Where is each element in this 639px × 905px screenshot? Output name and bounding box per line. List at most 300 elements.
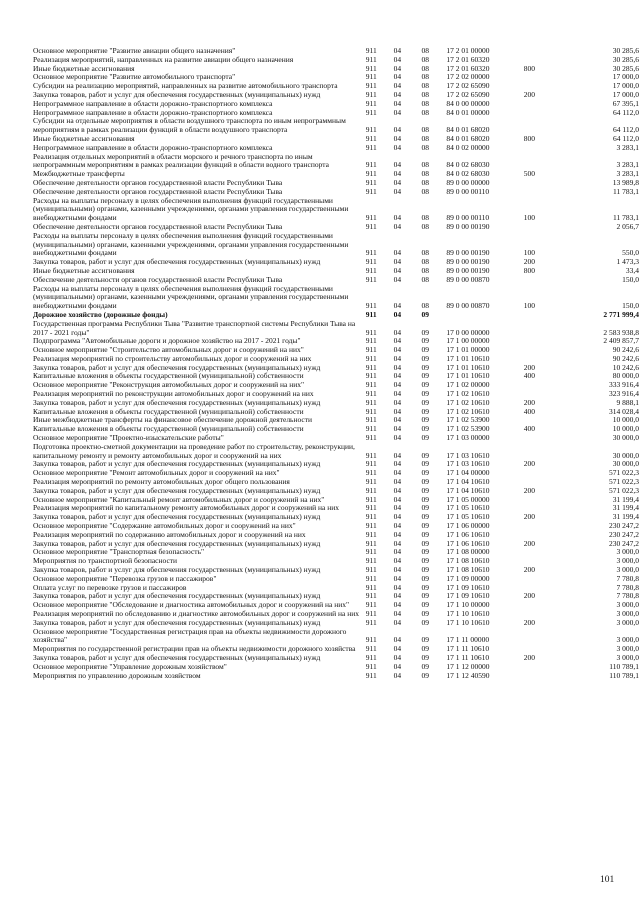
row-target-article: 89 0 00 00870 <box>446 301 490 311</box>
row-target-article: 17 1 12 40590 <box>446 670 490 680</box>
row-target-article: 84 0 00 00000 <box>446 98 490 108</box>
row-ministry-code: 911 <box>365 371 377 381</box>
row-ministry-code: 911 <box>365 582 377 592</box>
row-amount: 333 916,4 <box>609 380 639 390</box>
row-ministry-code: 911 <box>365 609 377 618</box>
row-target-article: 89 0 00 00190 <box>446 265 490 275</box>
table-row <box>0 672 639 681</box>
row-subsection-code: 09 <box>421 327 429 337</box>
row-ministry-code: 911 <box>365 652 377 662</box>
row-name: Реализация мероприятий по содержанию автомобильных дорог и сооружений на них <box>33 529 306 539</box>
row-ministry-code: 911 <box>365 415 377 425</box>
row-target-article: 84 0 01 00000 <box>446 107 490 117</box>
row-section-code: 04 <box>393 221 402 231</box>
row-ministry-code: 911 <box>365 477 377 487</box>
row-subsection-code: 09 <box>421 397 429 407</box>
table-row <box>0 285 639 311</box>
row-amount: 64 112,0 <box>613 125 639 135</box>
row-name: Субсидии на реализацию мероприятий, направленных на развитие автомобильного транспорта <box>33 81 338 91</box>
row-amount: 31 199,4 <box>612 503 639 513</box>
row-ministry-code: 911 <box>365 380 377 390</box>
row-section-code: 04 <box>393 538 402 548</box>
row-amount: 3 000,0 <box>616 635 639 645</box>
row-target-article: 17 1 08 00000 <box>446 547 490 557</box>
row-target-article: 17 2 01 60320 <box>446 63 490 73</box>
row-name: Закупка товаров, работ и услуг для обеспечения государственных (муниципальных) нужд <box>33 459 321 469</box>
row-subsection-code: 09 <box>421 547 429 557</box>
row-amount: 30 285,6 <box>612 54 639 64</box>
row-amount: 3 000,0 <box>616 617 639 627</box>
row-subsection-code: 09 <box>421 309 429 319</box>
row-amount: 9 888,1 <box>616 397 639 407</box>
row-name: Расходы на выплаты персоналу в целях обеспечения выполнения функций государственными (муниципальными) органами, казенными учреждениями, органами управления государственными внебюджетными фондами <box>33 230 349 258</box>
row-target-article: 17 2 02 00000 <box>446 72 490 82</box>
row-ministry-code: 911 <box>365 248 377 258</box>
row-section-code: 04 <box>393 529 402 539</box>
row-name: Реализация отдельных мероприятий в области морского и речного транспорта по иным непрограммным мероприятиям в рамках реализации функций в области водного транспорта <box>33 151 329 170</box>
row-ministry-code: 911 <box>365 600 377 610</box>
row-subsection-code: 09 <box>421 670 429 680</box>
row-ministry-code: 911 <box>365 169 377 179</box>
row-name: Закупка товаров, работ и услуг для обеспечения государственных (муниципальных) нужд <box>33 89 321 99</box>
row-expense-type: 200 <box>523 617 536 627</box>
row-ministry-code: 911 <box>365 670 377 680</box>
row-amount: 150,0 <box>622 301 639 311</box>
row-expense-type: 200 <box>523 652 536 662</box>
row-section-code: 04 <box>393 582 402 592</box>
row-ministry-code: 911 <box>365 81 377 91</box>
row-section-code: 04 <box>393 609 402 618</box>
row-section-code: 04 <box>393 406 402 416</box>
row-ministry-code: 911 <box>365 336 377 346</box>
row-ministry-code: 911 <box>365 573 377 583</box>
row-amount: 3 000,0 <box>616 600 639 610</box>
row-ministry-code: 911 <box>365 257 377 267</box>
row-ministry-code: 911 <box>365 213 377 223</box>
row-expense-type: 200 <box>523 257 536 267</box>
row-amount: 17 000,0 <box>612 72 639 82</box>
row-ministry-code: 911 <box>365 565 377 575</box>
row-subsection-code: 09 <box>421 424 429 434</box>
row-target-article: 89 0 00 00000 <box>446 177 490 187</box>
row-target-article: 84 0 01 68020 <box>446 133 490 143</box>
row-section-code: 04 <box>393 125 402 135</box>
row-target-article: 17 1 12 00000 <box>446 661 490 671</box>
row-ministry-code: 911 <box>365 345 377 355</box>
row-target-article: 17 2 01 00000 <box>446 46 490 55</box>
row-ministry-code: 911 <box>365 221 377 231</box>
row-ministry-code: 911 <box>365 397 377 407</box>
row-target-article: 17 1 01 10610 <box>446 371 490 381</box>
row-target-article: 17 1 10 10610 <box>446 609 490 618</box>
row-target-article: 84 0 02 68030 <box>446 160 490 170</box>
row-target-article: 17 1 03 00000 <box>446 433 490 443</box>
row-target-article: 17 1 08 10610 <box>446 565 490 575</box>
row-amount: 30 000,0 <box>612 433 639 443</box>
row-subsection-code: 09 <box>421 600 429 610</box>
row-name: Основное мероприятие "Содержание автомобильных дорог и сооружений на них" <box>33 521 296 531</box>
row-amount: 571 022,3 <box>609 477 639 487</box>
row-subsection-code: 08 <box>421 160 429 170</box>
row-subsection-code: 08 <box>421 107 429 117</box>
row-name: Расходы на выплаты персоналу в целях обеспечения выполнения функций государственными (муниципальными) органами, казенными учреждениями, органами управления государственными внебюджетными фондами <box>33 195 349 223</box>
row-target-article: 17 1 08 10610 <box>446 556 490 566</box>
row-section-code: 04 <box>393 380 402 390</box>
row-target-article: 17 1 00 00000 <box>446 336 490 346</box>
row-amount: 90 242,6 <box>612 353 639 363</box>
row-name: Закупка товаров, работ и услуг для обеспечения государственных (муниципальных) нужд <box>33 512 321 522</box>
row-amount: 571 022,3 <box>609 485 639 495</box>
row-subsection-code: 08 <box>421 274 429 284</box>
row-subsection-code: 09 <box>421 459 429 469</box>
row-expense-type: 800 <box>523 133 536 143</box>
row-section-code: 04 <box>393 336 402 346</box>
row-ministry-code: 911 <box>365 494 377 504</box>
row-subsection-code: 09 <box>421 433 429 443</box>
row-name: Подпрограмма "Автомобильные дороги и дорожное хозяйство на 2017 - 2021 годы" <box>33 336 301 346</box>
row-subsection-code: 09 <box>421 406 429 416</box>
row-target-article: 17 2 02 65090 <box>446 81 490 91</box>
row-section-code: 04 <box>393 617 402 627</box>
row-target-article: 89 0 00 00190 <box>446 221 490 231</box>
row-ministry-code: 911 <box>365 142 377 152</box>
row-ministry-code: 911 <box>365 265 377 275</box>
row-name: Обеспечение деятельности органов государственной власти Республики Тыва <box>33 274 283 284</box>
row-name: Основное мероприятие "Строительство автомобильных дорог и сооружений на них" <box>33 345 304 355</box>
row-amount: 11 783,1 <box>613 186 639 196</box>
row-subsection-code: 08 <box>421 221 429 231</box>
row-expense-type: 200 <box>523 485 536 495</box>
row-subsection-code: 08 <box>421 98 429 108</box>
table-row <box>0 117 639 135</box>
row-subsection-code: 08 <box>421 301 429 311</box>
row-expense-type: 200 <box>523 89 536 99</box>
row-amount: 571 022,3 <box>609 468 639 478</box>
row-amount: 550,0 <box>622 248 639 258</box>
row-section-code: 04 <box>393 177 402 187</box>
row-section-code: 04 <box>393 72 402 82</box>
row-section-code: 04 <box>393 433 402 443</box>
row-section-code: 04 <box>393 600 402 610</box>
row-subsection-code: 08 <box>421 89 429 99</box>
row-target-article: 84 0 02 68030 <box>446 169 490 179</box>
row-target-article: 17 1 06 00000 <box>446 521 490 531</box>
row-ministry-code: 911 <box>365 503 377 513</box>
row-target-article: 17 1 11 10610 <box>446 644 490 654</box>
row-ministry-code: 911 <box>365 327 377 337</box>
row-section-code: 04 <box>393 468 402 478</box>
row-section-code: 04 <box>393 46 402 55</box>
row-expense-type: 200 <box>523 512 536 522</box>
row-ministry-code: 911 <box>365 362 377 372</box>
row-amount: 3 000,0 <box>616 547 639 557</box>
row-expense-type: 800 <box>523 63 536 73</box>
row-subsection-code: 09 <box>421 609 429 618</box>
row-ministry-code: 911 <box>365 556 377 566</box>
row-ministry-code: 911 <box>365 125 377 135</box>
row-name: Основное мероприятие "Развитие автомобильного транспорта" <box>33 72 236 82</box>
row-subsection-code: 09 <box>421 565 429 575</box>
row-ministry-code: 911 <box>365 635 377 645</box>
row-name: Основное мероприятие "Реконструкция автомобильных дорог и сооружений на них" <box>33 380 305 390</box>
row-amount: 3 283,1 <box>616 142 639 152</box>
row-target-article: 17 1 03 10610 <box>446 450 490 460</box>
row-name: Государственная программа Республики Тыва "Развитие транспортной системы Республики Тыва на 2017 - 2021 годы" <box>33 318 356 337</box>
row-subsection-code: 09 <box>421 661 429 671</box>
row-subsection-code: 09 <box>421 538 429 548</box>
row-section-code: 04 <box>393 521 402 531</box>
row-name: Дорожное хозяйство (дорожные фонды) <box>33 309 168 319</box>
row-target-article: 17 1 04 10610 <box>446 477 490 487</box>
row-subsection-code: 09 <box>421 336 429 346</box>
row-amount: 150,0 <box>622 274 639 284</box>
row-amount: 31 199,4 <box>612 512 639 522</box>
row-name: Закупка товаров, работ и услуг для обеспечения государственных (муниципальных) нужд <box>33 397 321 407</box>
row-amount: 90 242,6 <box>612 345 639 355</box>
row-name: Основное мероприятие "Развитие авиации общего назначения" <box>33 46 236 55</box>
row-name: Капитальные вложения в объекты государственной (муниципальной) собственности <box>33 371 304 381</box>
row-target-article: 17 1 04 00000 <box>446 468 490 478</box>
row-amount: 1 473,3 <box>616 257 639 267</box>
row-amount: 3 000,0 <box>616 609 639 618</box>
row-section-code: 04 <box>393 353 402 363</box>
table-row <box>0 153 639 171</box>
row-subsection-code: 09 <box>421 591 429 601</box>
row-subsection-code: 09 <box>421 573 429 583</box>
row-subsection-code: 09 <box>421 582 429 592</box>
row-section-code: 04 <box>393 547 402 557</box>
row-ministry-code: 911 <box>365 538 377 548</box>
row-ministry-code: 911 <box>365 468 377 478</box>
row-target-article: 17 1 02 53900 <box>446 415 490 425</box>
row-expense-type: 800 <box>523 265 536 275</box>
row-target-article: 17 1 05 00000 <box>446 494 490 504</box>
row-amount: 10 242,6 <box>612 362 639 372</box>
table-row <box>0 197 639 223</box>
row-target-article: 84 0 02 00000 <box>446 142 490 152</box>
row-subsection-code: 09 <box>421 556 429 566</box>
row-name: Закупка товаров, работ и услуг для обеспечения государственных (муниципальных) нужд <box>33 591 321 601</box>
row-target-article: 17 1 09 10610 <box>446 582 490 592</box>
row-section-code: 04 <box>393 661 402 671</box>
row-ministry-code: 911 <box>365 63 377 73</box>
row-ministry-code: 911 <box>365 54 377 64</box>
row-subsection-code: 09 <box>421 635 429 645</box>
row-section-code: 04 <box>393 450 402 460</box>
row-section-code: 04 <box>393 98 402 108</box>
row-section-code: 04 <box>393 635 402 645</box>
row-section-code: 04 <box>393 169 402 179</box>
row-section-code: 04 <box>393 133 402 143</box>
row-amount: 7 780,8 <box>616 573 639 583</box>
row-section-code: 04 <box>393 107 402 117</box>
row-subsection-code: 08 <box>421 169 429 179</box>
row-expense-type: 100 <box>523 301 536 311</box>
row-target-article: 17 1 02 00000 <box>446 380 490 390</box>
row-amount: 80 000,0 <box>612 371 639 381</box>
row-section-code: 04 <box>393 565 402 575</box>
row-amount: 30 285,6 <box>612 46 639 55</box>
row-subsection-code: 08 <box>421 125 429 135</box>
row-section-code: 04 <box>393 142 402 152</box>
row-name: Реализация мероприятий по ремонту автомобильных дорог общего пользования <box>33 477 290 487</box>
row-name: Иные межбюджетные трансферты на финансовое обеспечение дорожной деятельности <box>33 415 313 425</box>
row-target-article: 89 0 00 00110 <box>446 186 490 196</box>
row-amount: 230 247,2 <box>609 538 639 548</box>
row-target-article: 17 1 02 10610 <box>446 397 490 407</box>
row-amount: 3 000,0 <box>616 644 639 654</box>
row-section-code: 04 <box>393 63 402 73</box>
row-subsection-code: 09 <box>421 353 429 363</box>
row-name: Иные бюджетные ассигнования <box>33 63 135 73</box>
row-target-article: 17 1 11 00000 <box>446 635 490 645</box>
row-amount: 2 409 857,7 <box>603 336 639 346</box>
row-name: Закупка товаров, работ и услуг для обеспечения государственных (муниципальных) нужд <box>33 565 321 575</box>
row-name: Основное мероприятие "Обследование и диагностика автомобильных дорог и сооружений на них" <box>33 600 350 610</box>
row-subsection-code: 08 <box>421 213 429 223</box>
row-ministry-code: 911 <box>365 591 377 601</box>
row-target-article: 17 1 01 00000 <box>446 345 490 355</box>
row-section-code: 04 <box>393 371 402 381</box>
row-target-article: 17 1 04 10610 <box>446 485 490 495</box>
row-amount: 314 028,4 <box>609 406 639 416</box>
row-subsection-code: 09 <box>421 617 429 627</box>
row-section-code: 04 <box>393 54 402 64</box>
row-ministry-code: 911 <box>365 177 377 187</box>
row-subsection-code: 09 <box>421 644 429 654</box>
row-amount: 10 000,0 <box>612 424 639 434</box>
row-target-article: 17 1 02 10610 <box>446 406 490 416</box>
row-subsection-code: 08 <box>421 186 429 196</box>
row-section-code: 04 <box>393 274 402 284</box>
row-section-code: 04 <box>393 485 402 495</box>
row-expense-type: 500 <box>523 169 536 179</box>
row-name: Подготовка проектно-сметной документации на проведение работ по строительству, реконструкции, капитальному ремонту и ремонту автомобильных дорог и сооружений на них <box>33 441 355 460</box>
page-number: 101 <box>600 875 615 885</box>
row-amount: 2 056,7 <box>616 221 639 231</box>
row-section-code: 04 <box>393 362 402 372</box>
row-name: Непрограммное направление в области дорожно-транспортного комплекса <box>33 107 273 117</box>
row-ministry-code: 911 <box>365 512 377 522</box>
row-amount: 3 000,0 <box>616 565 639 575</box>
row-section-code: 04 <box>393 424 402 434</box>
row-name: Основное мероприятие "Ремонт автомобильных дорог и сооружений на них" <box>33 468 280 478</box>
row-amount: 11 783,1 <box>613 213 639 223</box>
row-target-article: 84 0 01 68020 <box>446 125 490 135</box>
row-ministry-code: 911 <box>365 521 377 531</box>
row-subsection-code: 09 <box>421 652 429 662</box>
row-name: Основное мероприятие "Транспортная безопасность" <box>33 547 205 557</box>
row-expense-type: 100 <box>523 248 536 258</box>
row-section-code: 04 <box>393 160 402 170</box>
row-section-code: 04 <box>393 591 402 601</box>
row-amount: 3 000,0 <box>616 652 639 662</box>
row-ministry-code: 911 <box>365 72 377 82</box>
row-name: Обеспечение деятельности органов государственной власти Республики Тыва <box>33 221 283 231</box>
row-section-code: 04 <box>393 213 402 223</box>
row-subsection-code: 08 <box>421 248 429 258</box>
row-target-article: 17 1 06 10610 <box>446 538 490 548</box>
row-name: Закупка товаров, работ и услуг для обеспечения государственных (муниципальных) нужд <box>33 362 321 372</box>
row-subsection-code: 09 <box>421 512 429 522</box>
row-section-code: 04 <box>393 415 402 425</box>
row-ministry-code: 911 <box>365 301 377 311</box>
row-section-code: 04 <box>393 301 402 311</box>
row-amount: 30 000,0 <box>612 459 639 469</box>
row-section-code: 04 <box>393 186 402 196</box>
row-name: Иные бюджетные ассигнования <box>33 133 135 143</box>
row-name: Закупка товаров, работ и услуг для обеспечения государственных (муниципальных) нужд <box>33 617 321 627</box>
row-target-article: 17 1 10 10610 <box>446 617 490 627</box>
row-target-article: 17 1 02 53900 <box>446 424 490 434</box>
row-target-article: 17 1 01 10610 <box>446 353 490 363</box>
row-name: Мероприятия по транспортной безопасности <box>33 556 178 566</box>
row-section-code: 04 <box>393 389 402 399</box>
row-amount: 30 285,6 <box>612 63 639 73</box>
row-section-code: 04 <box>393 494 402 504</box>
row-ministry-code: 911 <box>365 644 377 654</box>
row-section-code: 04 <box>393 309 402 319</box>
row-amount: 10 000,0 <box>612 415 639 425</box>
row-ministry-code: 911 <box>365 89 377 99</box>
row-name: Основное мероприятие "Перевозка грузов и пассажиров" <box>33 573 217 583</box>
table-row <box>0 232 639 258</box>
row-ministry-code: 911 <box>365 433 377 443</box>
row-subsection-code: 09 <box>421 415 429 425</box>
row-name: Реализация мероприятий по строительству автомобильных дорог и сооружений на них <box>33 353 312 363</box>
row-target-article: 17 2 02 65090 <box>446 89 490 99</box>
row-name: Непрограммное направление в области дорожно-транспортного комплекса <box>33 142 273 152</box>
row-name: Реализация мероприятий по реконструкции автомобильных дорог и сооружений на них <box>33 389 314 399</box>
row-ministry-code: 911 <box>365 547 377 557</box>
row-amount: 230 247,2 <box>609 529 639 539</box>
row-amount: 64 112,0 <box>613 107 639 117</box>
row-ministry-code: 911 <box>365 274 377 284</box>
row-name: Основное мероприятие "Капитальный ремонт автомобильных дорог и сооружений на них" <box>33 494 325 504</box>
row-name: Расходы на выплаты персоналу в целях обеспечения выполнения функций государственными (муниципальными) органами, казенными учреждениями, органами управления государственными внебюджетными фондами <box>33 283 349 311</box>
row-amount: 31 199,4 <box>612 494 639 504</box>
row-subsection-code: 08 <box>421 54 429 64</box>
row-subsection-code: 09 <box>421 494 429 504</box>
row-section-code: 04 <box>393 248 402 258</box>
row-section-code: 04 <box>393 556 402 566</box>
row-ministry-code: 911 <box>365 107 377 117</box>
row-name: Основное мероприятие "Управление дорожным хозяйством" <box>33 661 227 671</box>
row-amount: 230 247,2 <box>609 521 639 531</box>
row-amount: 110 789,1 <box>609 661 639 671</box>
row-section-code: 04 <box>393 503 402 513</box>
row-target-article: 17 1 05 10610 <box>446 503 490 513</box>
row-section-code: 04 <box>393 477 402 487</box>
row-section-code: 04 <box>393 652 402 662</box>
row-section-code: 04 <box>393 327 402 337</box>
row-expense-type: 200 <box>523 397 536 407</box>
row-section-code: 04 <box>393 265 402 275</box>
row-name: Иные бюджетные ассигнования <box>33 265 135 275</box>
row-ministry-code: 911 <box>365 406 377 416</box>
row-subsection-code: 08 <box>421 142 429 152</box>
row-target-article: 17 1 06 10610 <box>446 529 490 539</box>
row-section-code: 04 <box>393 397 402 407</box>
row-ministry-code: 911 <box>365 46 377 55</box>
row-name: Закупка товаров, работ и услуг для обеспечения государственных (муниципальных) нужд <box>33 485 321 495</box>
row-amount: 67 395,1 <box>612 98 639 108</box>
row-name: Капитальные вложения в объекты государственной (муниципальной) собственности <box>33 406 304 416</box>
row-ministry-code: 911 <box>365 424 377 434</box>
row-expense-type: 100 <box>523 213 536 223</box>
row-expense-type: 400 <box>523 371 536 381</box>
row-target-article: 89 0 00 00870 <box>446 274 490 284</box>
